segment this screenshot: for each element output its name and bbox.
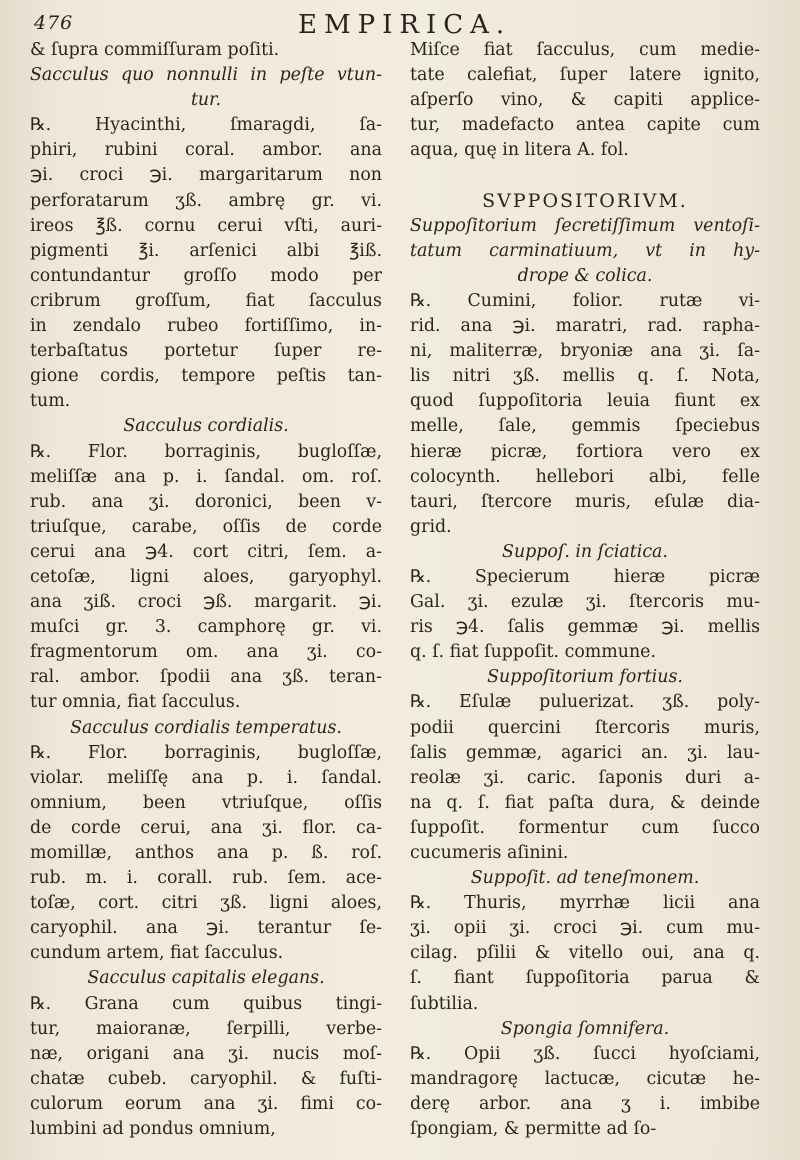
text-line: ſpongiam, & permitte ad ſo- [410, 1119, 657, 1140]
text-line: Miſce fiat ſacculus, cum medie- [410, 40, 760, 60]
text-line: ſ. fiant ſuppoſitoria parua & [410, 968, 760, 989]
text-line: omnium, been vtriuſque, oſſis [30, 792, 382, 813]
text-line: contundantur groſſo modo per [30, 265, 382, 286]
text-line: aqua, quę in litera A. fol. [410, 140, 629, 161]
left-column [30, 38, 382, 1142]
text-line: tur, maioranæ, ſerpilli, verbe- [30, 1018, 382, 1039]
text-line: meliſſæ ana p. i. ſandal. om. roſ. [30, 466, 382, 487]
text-line: ℞. Grana cum quibus tingi- [30, 993, 382, 1014]
text-line: lis nitri ʒß. mellis q. ſ. Nota, [410, 366, 760, 387]
text-line: quod ſuppoſitoria leuia fiunt ex [410, 391, 760, 412]
text-line: Suppoſitorium ſecretiſſimum ventoſi- [410, 215, 760, 236]
text-line: ʒi. opii ʒi. croci ℈i. cum mu- [410, 918, 760, 939]
text-line: tur omnia, fiat ſacculus. [30, 692, 241, 713]
text-line: ſubtilia. [410, 993, 479, 1014]
text-line: Gal. ʒi. ezulæ ʒi. ſtercoris mu- [410, 592, 760, 613]
text-line: fragmentorum om. ana ʒi. co- [30, 642, 382, 663]
text-line: violar. meliſſę ana p. i. ſandal. [30, 767, 382, 788]
text-line: ana ʒiß. croci ℈ß. margarit. ℈i. [30, 592, 382, 613]
text-line: Suppoſit. ad teneſmonem. [470, 868, 700, 889]
text-line: Sacculus capitalis elegans. [87, 968, 325, 989]
text-line: cerui ana ℈4. cort citri, ſem. a- [30, 541, 382, 562]
text-line: Sacculus quo nonnulli in peſte vtun- [30, 65, 382, 86]
text-line: ral. ambor. ſpodii ana ʒß. teran- [30, 667, 382, 688]
text-line: Sacculus cordialis. [123, 416, 289, 437]
text-line: & ſupra commiſſuram poſiti. [30, 40, 280, 60]
text-line: cucumeris aſinini. [410, 843, 569, 863]
text-line: chatæ cubeb. caryophil. & fuſti- [30, 1068, 382, 1089]
text-line: næ, origani ana ʒi. nucis moſ- [30, 1043, 382, 1064]
text-line: in zendalo rubeo fortiſſimo, in- [30, 316, 382, 337]
text-line: phiri, rubini coral. ambor. ana [30, 140, 382, 161]
text-line: na q. ſ. fiat paſta dura, & deinde [410, 792, 760, 813]
page-header [0, 10, 800, 40]
text-line: Sacculus cordialis temperatus. [70, 717, 342, 738]
text-line: cetoſæ, ligni aloes, garyophyl. [30, 566, 382, 587]
text-line: ℞. Thuris, myrrhæ licii ana [410, 893, 760, 914]
text-line: tur. [190, 90, 222, 111]
text-line: rid. ana ℈i. maratri, rad. rapha- [410, 316, 760, 337]
text-line: cundum artem, fiat ſacculus. [30, 943, 284, 964]
text-line: q. ſ. fiat ſuppoſit. commune. [410, 642, 656, 663]
text-line: ℞. Eſulæ puluerizat. ʒß. poly- [410, 692, 760, 713]
text-line: tate calefiat, ſuper latere ignito, [410, 65, 760, 86]
text-line: toſæ, cort. citri ʒß. ligni aloes, [30, 893, 382, 914]
text-line: ℞. Hyacinthi, ſmaragdi, ſa- [30, 115, 382, 136]
text-line: rub. m. i. corall. rub. ſem. ace- [30, 868, 382, 889]
text-line: lumbini ad pondus omnium, [30, 1119, 276, 1140]
text-line: hieræ picræ, fortiora vero ex [410, 441, 760, 462]
text-line: de corde cerui, ana ʒi. flor. ca- [30, 817, 382, 838]
text-line: Spongia ſomnifera. [500, 1018, 670, 1039]
text-line: ni, maliterræ, bryoniæ ana ʒi. ſa- [410, 341, 760, 362]
text-line: colocynth. hellebori albi, felle [410, 466, 760, 487]
text-line: ſalis gemmæ, agarici an. ʒi. lau- [410, 742, 760, 763]
text-line: perforatarum ʒß. ambrę gr. vi. [30, 190, 382, 211]
text-line: drope & colica. [517, 265, 653, 286]
text-line: ℞. Specierum hieræ picræ [410, 566, 760, 587]
text-line: caryophil. ana ℈i. terantur ſe- [30, 918, 382, 939]
running-head: EMPIRICA. [298, 10, 512, 40]
text-line: podii quercini ſtercoris muris, [410, 717, 760, 738]
text-line: rub. ana ʒi. doronici, been v- [30, 491, 382, 512]
text-line: tauri, ſtercore muris, eſulæ dia- [410, 491, 760, 512]
text-line: cribrum groſſum, fiat ſacculus [30, 290, 382, 311]
text-line: ℞. Flor. borraginis, bugloſſæ, [30, 441, 382, 462]
text-line: pigmenti ℥i. arſenici albi ℥iß. [30, 240, 382, 261]
text-line: muſci gr. 3. camphorę gr. vi. [30, 617, 382, 638]
text-line: ris ℈4. ſalis gemmæ ℈i. mellis [410, 617, 760, 638]
right-column [410, 38, 760, 1142]
text-line: ℞. Flor. borraginis, bugloſſæ, [30, 742, 382, 763]
page-number: 476 [34, 12, 74, 34]
text-line: Suppoſ. in ſciatica. [502, 541, 668, 562]
text-line: ℈i. croci ℈i. margaritarum non [30, 165, 382, 186]
text-line: grid. [410, 516, 452, 537]
text-line: cilag. pſilii & vitello oui, ana q. [410, 943, 760, 964]
text-line: ſuppoſit. formentur cum ſucco [410, 817, 760, 838]
text-line: gione cordis, tempore peſtis tan- [30, 366, 382, 387]
text-line: terbaſtatus portetur ſuper re- [30, 341, 382, 362]
text-line: derę arbor. ana ʒ i. imbibe [410, 1093, 760, 1114]
text-line: tatum carminatiuum, vt in hy- [410, 240, 760, 261]
text-line: ireos ℥ß. cornu cerui vſti, auri- [30, 215, 382, 236]
text-line: ℞. Cumini, folior. rutæ vi- [410, 290, 760, 311]
text-line: momillæ, anthos ana p. ß. roſ. [30, 843, 382, 863]
text-line: aſperſo vino, & capiti applice- [410, 90, 760, 111]
text-line: reolæ ʒi. caric. ſaponis duri a- [410, 767, 760, 788]
text-line: tum. [30, 391, 71, 412]
text-line: mandragorę lactucæ, cicutæ he- [410, 1068, 760, 1089]
text-line: triuſque, carabe, oſſis de corde [30, 516, 382, 537]
text-line: ℞. Opii ʒß. ſucci hyoſciami, [410, 1043, 760, 1064]
text-line [410, 163, 760, 188]
text-line: Suppoſitorium fortius. [487, 667, 683, 688]
text-line: tur, madefacto antea capite cum [410, 115, 760, 136]
text-line: SVPPOSITORIVM. [482, 189, 688, 212]
text-line: culorum eorum ana ʒi. fimi co- [30, 1093, 382, 1114]
text-line: melle, ſale, gemmis ſpeciebus [410, 416, 760, 437]
